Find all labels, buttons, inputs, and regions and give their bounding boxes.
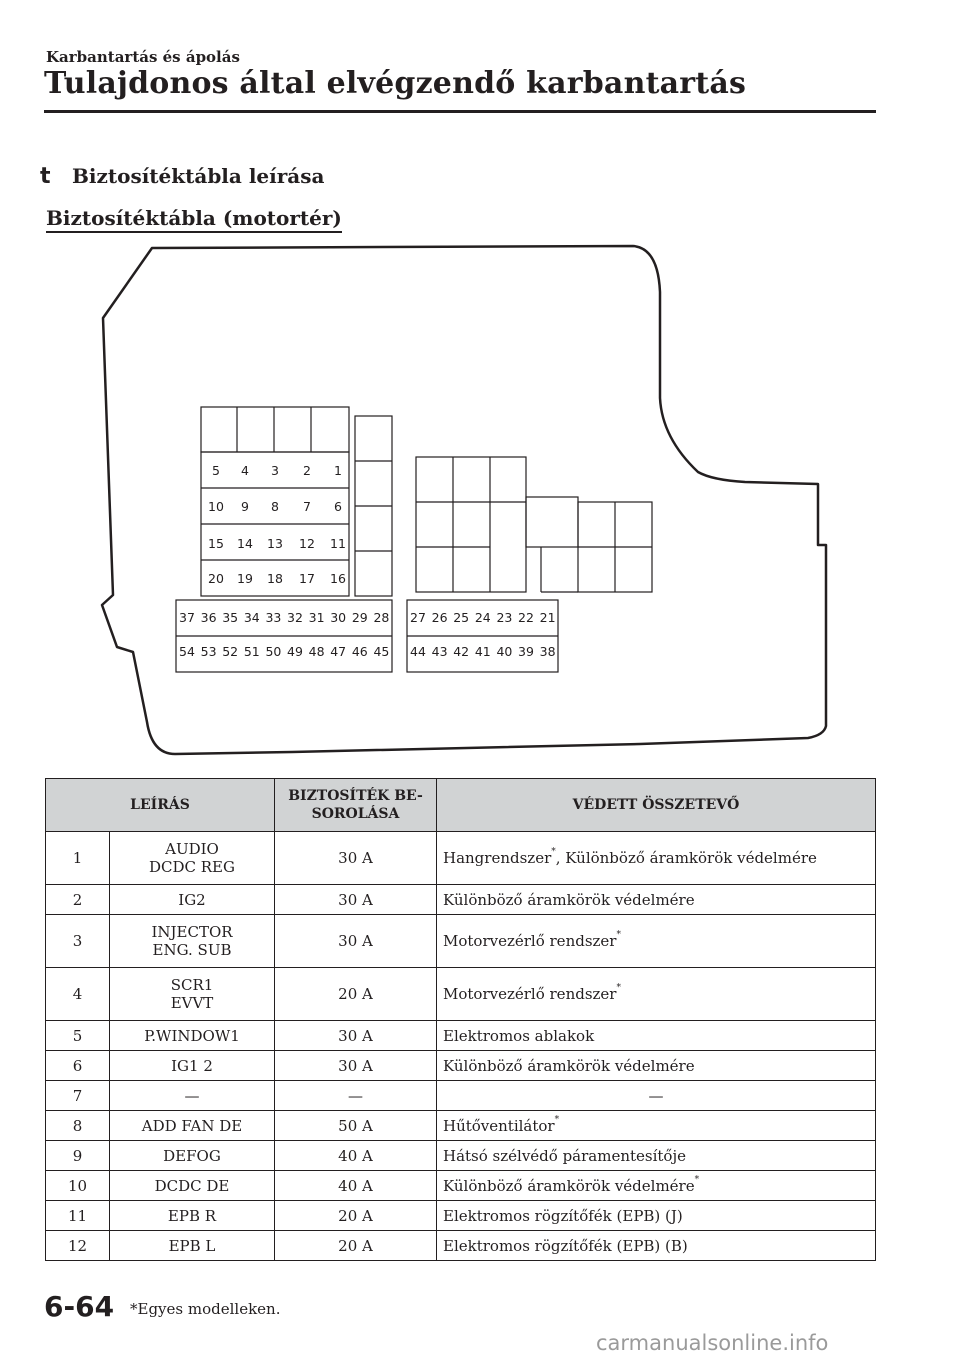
protected-component-cell xyxy=(437,1111,876,1141)
subsection-title: Biztosítéktábla (motortér) xyxy=(46,206,342,233)
fuse-rating-cell: 20 A xyxy=(275,1201,437,1231)
protected-component-text: Hangrendszer xyxy=(443,849,552,867)
fuse-number-cell: 9 xyxy=(46,1141,110,1171)
fuse-description-cell xyxy=(110,1081,275,1111)
fuse-number-label: 1 xyxy=(334,463,342,478)
fuse-rating-cell: 50 A xyxy=(275,1111,437,1141)
fuse-description-line: EVVT xyxy=(170,994,214,1012)
fuse-description-line: IG2 xyxy=(178,890,206,909)
protected-component-cell xyxy=(437,1051,876,1081)
protected-component-cell xyxy=(437,1231,876,1261)
protected-component-text: Hűtőventilátor xyxy=(443,1116,555,1135)
fuse-number-cell: 11 xyxy=(46,1201,110,1231)
protected-component-text: Különböző áramkörök védelmére xyxy=(443,1176,695,1195)
fuse-number-label: 26 xyxy=(431,610,448,625)
table-row xyxy=(46,968,876,1021)
fuse-description-line: ADD FAN DE xyxy=(141,1116,243,1135)
fuse-number-label: 41 xyxy=(474,644,491,659)
table-row xyxy=(46,915,876,968)
protected-component-cell xyxy=(437,1171,876,1201)
footnote-marker: * xyxy=(694,1174,700,1185)
section-bullet-icon: t xyxy=(40,164,51,189)
protected-component-cell xyxy=(437,885,876,915)
fuse-number-label: 42 xyxy=(453,644,470,659)
footnote-marker: * xyxy=(616,983,621,993)
subheading: Biztosítéktábla leírása xyxy=(72,164,325,188)
footnote-marker: * xyxy=(554,1114,560,1125)
protected-component-text: — xyxy=(648,1086,664,1105)
fuse-number-label: 11 xyxy=(330,536,346,551)
fuse-number-cell: 5 xyxy=(46,1021,110,1051)
fuse-number-label: 7 xyxy=(303,499,311,514)
fuse-rating-cell: 40 A xyxy=(275,1141,437,1171)
protected-component-cell xyxy=(437,1141,876,1171)
table-row xyxy=(46,1081,876,1111)
fuse-number-label: 28 xyxy=(373,610,390,625)
fuse-number-label: 47 xyxy=(330,644,347,659)
fuse-number-label: 2 xyxy=(303,463,311,478)
fuse-number-label: 13 xyxy=(267,536,283,551)
fuse-number-label: 30 xyxy=(330,610,347,625)
fuse-number-label: 45 xyxy=(373,644,390,659)
protected-component-text: Elektromos rögzítőfék (EPB) (B) xyxy=(443,1236,688,1255)
protected-component-text: Elektromos ablakok xyxy=(443,1026,595,1045)
fuse-description-line: — xyxy=(184,1086,200,1105)
table-row xyxy=(46,1021,876,1051)
fuse-number-label: 23 xyxy=(496,610,513,625)
protected-component-text: Hátsó szélvédő páramentesítője xyxy=(443,1146,686,1165)
fuse-number-label: 10 xyxy=(208,499,224,514)
fuse-description-line: DCDC REG xyxy=(148,858,235,876)
protected-component-text: Különböző áramkörök védelmére xyxy=(443,1056,695,1075)
table-header-row xyxy=(46,779,876,832)
fuse-number-label: 44 xyxy=(410,644,426,659)
fuse-number-label: 27 xyxy=(410,610,426,625)
footnote-marker: * xyxy=(551,847,556,857)
fuse-number-label: 49 xyxy=(287,644,303,659)
fuse-number-label: 39 xyxy=(518,644,534,659)
protected-component-cell xyxy=(437,1081,876,1111)
fuse-number-label: 4 xyxy=(241,463,249,478)
fuse-number-label: 12 xyxy=(299,536,315,551)
table-row xyxy=(46,832,876,885)
fuse-description-line: DEFOG xyxy=(163,1146,221,1165)
header-component: VÉDETT ÖSSZETEVŐ xyxy=(437,779,876,832)
fuse-number-label: 51 xyxy=(243,644,260,659)
fuse-number-label: 17 xyxy=(299,571,315,586)
table-row xyxy=(46,1231,876,1261)
fuse-number-cell: 12 xyxy=(46,1231,110,1261)
table-row xyxy=(46,1051,876,1081)
fuse-number-label: 37 xyxy=(179,610,195,625)
fuse-number-label: 8 xyxy=(271,499,279,514)
fuse-number-cell: 1 xyxy=(46,832,110,885)
fuse-number-label: 38 xyxy=(539,644,556,659)
fuse-number-label: 48 xyxy=(308,644,325,659)
protected-component-cell xyxy=(437,1021,876,1051)
protected-component-text: Motorvezérlő rendszer xyxy=(443,932,617,950)
fuse-rating-cell: 20 A xyxy=(275,1231,437,1261)
fuse-description-line: ENG. SUB xyxy=(152,941,232,959)
fuse-rating-cell: 30 A xyxy=(275,915,437,968)
fuse-rating-cell: 40 A xyxy=(275,1171,437,1201)
fuse-rating-cell: 30 A xyxy=(275,885,437,915)
fuse-number-label: 18 xyxy=(267,571,283,586)
fuse-number-cell: 4 xyxy=(46,968,110,1021)
fuse-number-cell: 3 xyxy=(46,915,110,968)
fuse-rating-cell: 30 A xyxy=(275,1051,437,1081)
protected-component-cell xyxy=(437,1201,876,1231)
fuse-description-cell xyxy=(110,885,275,915)
table-row xyxy=(46,1141,876,1171)
fuse-number-label: 40 xyxy=(496,644,513,659)
fuse-number-label: 34 xyxy=(243,610,260,625)
fuse-number-cell: 8 xyxy=(46,1111,110,1141)
fuse-number-label: 22 xyxy=(518,610,534,625)
fuse-description-line: P.WINDOW1 xyxy=(144,1026,240,1045)
fuse-number-label: 20 xyxy=(208,571,224,586)
fuse-description-cell xyxy=(110,968,275,1021)
fuse-description-line: SCR1 xyxy=(170,976,214,994)
section-label: Karbantartás és ápolás xyxy=(46,48,240,66)
fuse-number-label: 3 xyxy=(271,463,279,478)
fuse-number-label: 43 xyxy=(431,644,448,659)
fuse-number-label: 29 xyxy=(351,610,368,625)
fuse-description-cell xyxy=(110,1171,275,1201)
fuse-rating-cell: 20 A xyxy=(275,968,437,1021)
fuse-number-label: 5 xyxy=(212,463,220,478)
protected-component-text: Motorvezérlő rendszer xyxy=(443,985,617,1003)
header-fuse-rating-part: SOROLÁSA xyxy=(311,806,400,822)
table-row xyxy=(46,1111,876,1141)
fuse-number-label: 14 xyxy=(237,536,253,551)
fuse-description-line: IG1 2 xyxy=(171,1056,213,1075)
page-number: 6-64 xyxy=(44,1290,115,1323)
fuse-number-label: 25 xyxy=(453,610,470,625)
fuse-rating-cell: 30 A xyxy=(275,832,437,885)
fuse-description-line: DCDC DE xyxy=(154,1176,230,1195)
fuse-number-cell: 2 xyxy=(46,885,110,915)
fuse-description-line: INJECTOR xyxy=(151,923,233,941)
fuse-description-cell xyxy=(110,915,275,968)
protected-component-cell xyxy=(437,968,876,1021)
protected-component-cell xyxy=(437,915,876,968)
fuse-number-label: 46 xyxy=(351,644,368,659)
fuse-number-cell: 6 xyxy=(46,1051,110,1081)
fuse-number-label: 21 xyxy=(539,610,556,625)
protected-component-text: Elektromos rögzítőfék (EPB) (J) xyxy=(443,1206,683,1225)
table-row xyxy=(46,1201,876,1231)
table-row xyxy=(46,885,876,915)
fuse-rating-cell: — xyxy=(275,1081,437,1111)
footnote-marker: * xyxy=(616,930,621,940)
fuse-number-label: 31 xyxy=(308,610,325,625)
fuse-number-label: 54 xyxy=(179,644,195,659)
protected-component-cell xyxy=(437,832,876,885)
fuse-number-label: 32 xyxy=(287,610,303,625)
fuse-number-cell: 10 xyxy=(46,1171,110,1201)
fuse-number-cell: 7 xyxy=(46,1081,110,1111)
fuse-rating-cell: 30 A xyxy=(275,1021,437,1051)
watermark: carmanualsonline.info xyxy=(596,1331,829,1355)
footnote: *Egyes modelleken. xyxy=(130,1300,281,1318)
protected-component-text: , Különböző áramkörök védelmére xyxy=(555,849,817,867)
header-description: LEÍRÁS xyxy=(46,779,275,832)
page-title: Tulajdonos által elvégzendő karbantartás xyxy=(44,66,747,101)
protected-component-text: Különböző áramkörök védelmére xyxy=(443,890,695,909)
fuse-number-label: 52 xyxy=(222,644,239,659)
fuse-description-cell xyxy=(110,1201,275,1231)
fuse-number-label: 16 xyxy=(330,571,346,586)
header-fuse-rating xyxy=(275,779,437,832)
fuse-description-cell xyxy=(110,1231,275,1261)
fuse-number-label: 53 xyxy=(200,644,217,659)
fuse-description-line: EPB L xyxy=(168,1236,216,1255)
fuse-number-label: 35 xyxy=(222,610,239,625)
fuse-description-cell xyxy=(110,1021,275,1051)
fuse-number-label: 9 xyxy=(241,499,249,514)
fuse-number-label: 19 xyxy=(237,571,253,586)
fuse-number-label: 33 xyxy=(265,610,282,625)
fuse-number-label: 6 xyxy=(334,499,342,514)
fuse-number-label: 50 xyxy=(265,644,282,659)
fuse-number-label: 36 xyxy=(200,610,217,625)
fuse-description-cell xyxy=(110,1111,275,1141)
fuse-description-cell xyxy=(110,1051,275,1081)
fuse-description-cell xyxy=(110,1141,275,1171)
table-row xyxy=(46,1171,876,1201)
header-fuse-rating-part: BIZTOSÍTÉK BE- xyxy=(288,788,423,804)
fuse-table xyxy=(45,778,876,1261)
fuse-description-line: EPB R xyxy=(167,1206,217,1225)
fuse-number-label: 15 xyxy=(208,536,224,551)
fuse-description-line: AUDIO xyxy=(165,840,219,858)
fuse-description-cell xyxy=(110,832,275,885)
header-fuse-rating-line xyxy=(281,787,430,823)
fuse-number-label: 24 xyxy=(474,610,491,625)
